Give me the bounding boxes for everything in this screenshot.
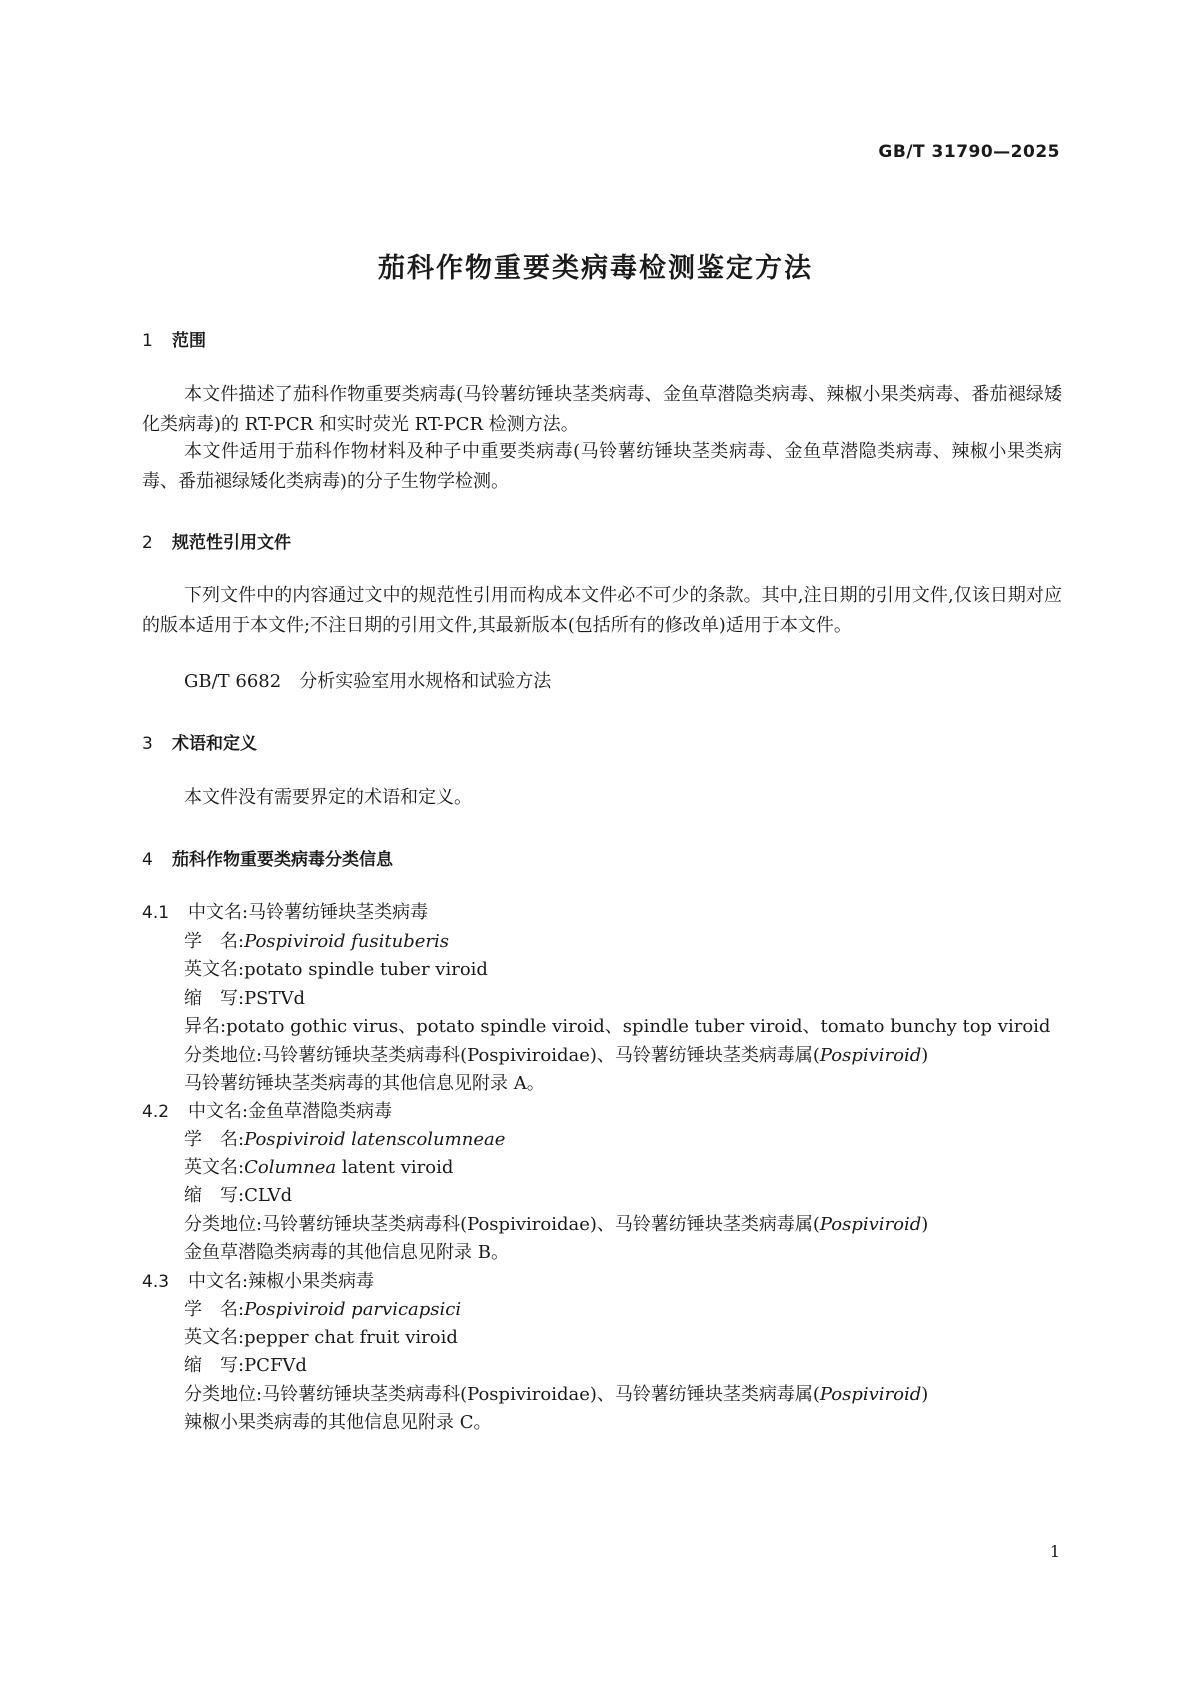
abbreviation-line: 缩 写:PSTVd xyxy=(184,988,306,1009)
chinese-name: 中文名:金鱼草潜隐类病毒 xyxy=(188,1101,393,1122)
abbreviation-line: 缩 写:PCFVd xyxy=(184,1355,307,1376)
section-2-paragraph-1: 下列文件中的内容通过文中的规范性引用而构成本文件必不可少的条款。其中,注日期的引用文件,仅该日期对应的版本适用于本文件;不注日期的引用文件,其最新版本(包括所有的修改单)适用于本文件。 xyxy=(142,585,1062,636)
subsection-4-1-heading xyxy=(142,898,428,928)
taxonomy-close: ) xyxy=(921,1045,929,1066)
taxonomy-line xyxy=(184,1041,928,1071)
scientific-name: Pospiviroid parvicapsici xyxy=(244,1299,462,1320)
synonyms-line: 异名:potato gothic virus、potato spindle viroid、spindle tuber viroid、tomato bunchy top viroid xyxy=(184,1016,1051,1037)
appendix-reference: 金鱼草潜隐类病毒的其他信息见附录 B。 xyxy=(184,1242,509,1263)
page-number: 1 xyxy=(1049,1542,1060,1561)
section-title: 术语和定义 xyxy=(172,734,257,754)
appendix-reference: 辣椒小果类病毒的其他信息见附录 C。 xyxy=(184,1412,492,1433)
section-3-heading xyxy=(142,729,257,754)
field-label: 学 名: xyxy=(184,931,245,952)
taxonomy-close: ) xyxy=(921,1214,929,1235)
field-label: 学 名: xyxy=(184,1299,245,1320)
subsection-number: 4.1 xyxy=(142,903,170,923)
scientific-name: Pospiviroid fusituberis xyxy=(244,931,450,952)
subsection-4-2-heading xyxy=(142,1097,392,1127)
chinese-name: 中文名:辣椒小果类病毒 xyxy=(188,1271,375,1292)
field-label: 英文名: xyxy=(184,1327,245,1348)
chinese-name: 中文名:马铃薯纺锤块茎类病毒 xyxy=(188,902,429,923)
document-title: 茄科作物重要类病毒检测鉴定方法 xyxy=(378,253,813,284)
taxonomy-text: 分类地位:马铃薯纺锤块茎类病毒科(Pospiviroidae)、马铃薯纺锤块茎类病毒属( xyxy=(184,1045,820,1066)
section-number: 4 xyxy=(142,850,153,870)
scientific-name-line xyxy=(184,927,449,957)
english-name-line xyxy=(184,1323,458,1353)
subsection-4-3-heading xyxy=(142,1267,374,1297)
field-label: 英文名: xyxy=(184,1157,245,1178)
english-name-italic: Columnea xyxy=(244,1157,337,1178)
section-number: 1 xyxy=(142,331,153,351)
section-4-heading xyxy=(142,845,393,870)
field-label: 英文名: xyxy=(184,959,245,980)
section-1-paragraph-1: 本文件描述了茄科作物重要类病毒(马铃薯纺锤块茎类病毒、金鱼草潜隐类病毒、辣椒小果类病毒、番茄褪绿矮化类病毒)的 RT-PCR 和实时荧光 RT-PCR 检测方法。 xyxy=(142,384,1062,435)
taxonomy-text: 分类地位:马铃薯纺锤块茎类病毒科(Pospiviroidae)、马铃薯纺锤块茎类病毒属( xyxy=(184,1384,820,1405)
section-1-heading xyxy=(142,326,206,351)
taxonomy-text: 分类地位:马铃薯纺锤块茎类病毒科(Pospiviroidae)、马铃薯纺锤块茎类病毒属( xyxy=(184,1214,820,1235)
english-name-line xyxy=(184,1153,453,1183)
normative-reference: GB/T 6682 分析实验室用水规格和试验方法 xyxy=(184,671,552,692)
taxonomy-line xyxy=(184,1380,928,1410)
abbreviation-line: 缩 写:CLVd xyxy=(184,1185,293,1206)
subsection-number: 4.2 xyxy=(142,1102,170,1122)
section-3-paragraph-1: 本文件没有需要界定的术语和定义。 xyxy=(184,787,472,808)
english-name: pepper chat fruit viroid xyxy=(244,1327,458,1348)
section-1-paragraph-2: 本文件适用于茄科作物材料及种子中重要类病毒(马铃薯纺锤块茎类病毒、金鱼草潜隐类病毒、辣椒小果类病毒、番茄褪绿矮化类病毒)的分子生物学检测。 xyxy=(142,441,1062,492)
section-number: 2 xyxy=(142,533,153,553)
section-title: 规范性引用文件 xyxy=(172,533,291,553)
taxonomy-close: ) xyxy=(921,1384,929,1405)
standard-number: GB/T 31790—2025 xyxy=(878,142,1060,162)
scientific-name-line xyxy=(184,1125,505,1155)
section-2-heading xyxy=(142,528,291,553)
taxonomy-line xyxy=(184,1210,928,1240)
english-name: latent viroid xyxy=(336,1157,454,1178)
subsection-number: 4.3 xyxy=(142,1272,170,1292)
english-name-line xyxy=(184,955,488,985)
scientific-name-line xyxy=(184,1295,461,1325)
section-title: 范围 xyxy=(172,331,206,351)
section-title: 茄科作物重要类病毒分类信息 xyxy=(172,850,393,870)
genus-name: Pospiviroid xyxy=(819,1384,922,1405)
english-name: potato spindle tuber viroid xyxy=(244,959,488,980)
genus-name: Pospiviroid xyxy=(819,1045,922,1066)
field-label: 学 名: xyxy=(184,1129,245,1150)
genus-name: Pospiviroid xyxy=(819,1214,922,1235)
appendix-reference: 马铃薯纺锤块茎类病毒的其他信息见附录 A。 xyxy=(184,1073,545,1094)
section-number: 3 xyxy=(142,734,153,754)
scientific-name: Pospiviroid latenscolumneae xyxy=(244,1129,506,1150)
